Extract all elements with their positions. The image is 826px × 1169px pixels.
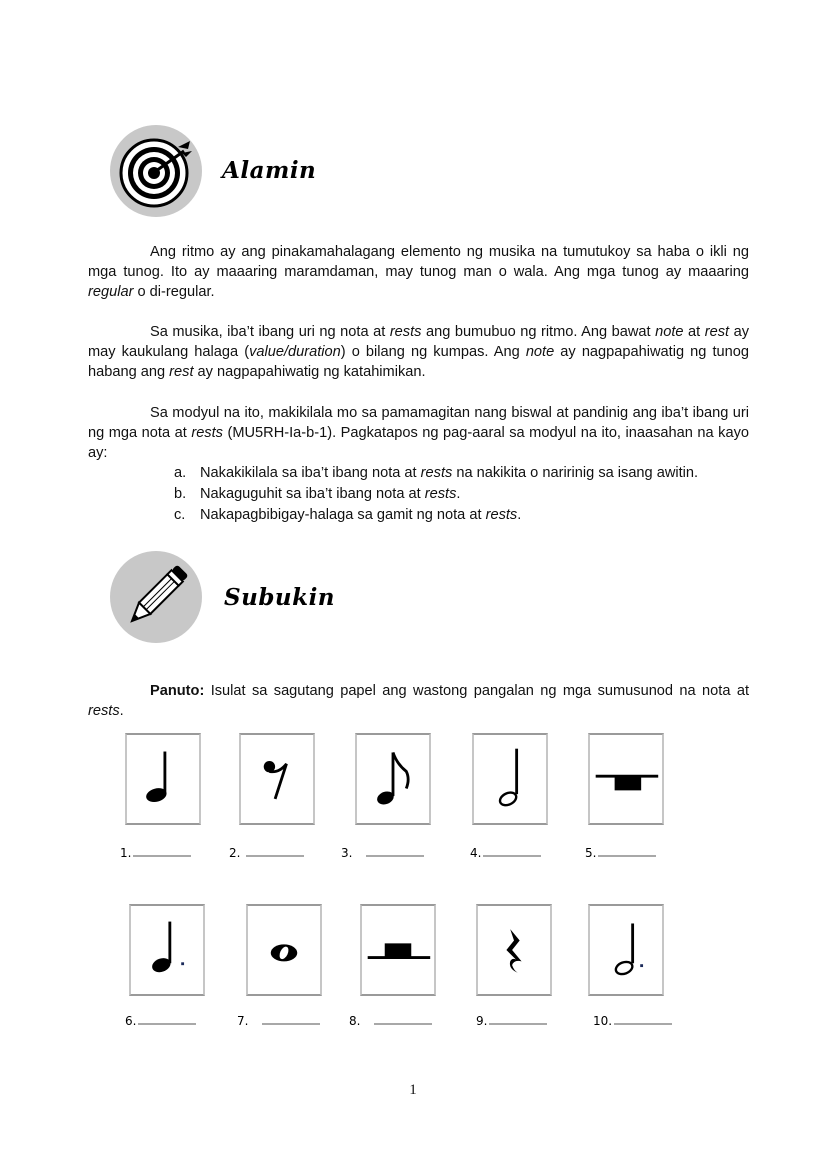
item-number: 6. (125, 1014, 137, 1028)
answer-blank-6[interactable] (125, 1014, 196, 1028)
answer-blank-3[interactable] (341, 846, 424, 860)
text: Sa musika, iba’t ibang uri ng nota at (150, 324, 390, 340)
half-rest-icon (362, 906, 434, 994)
answer-blank-5[interactable] (585, 846, 656, 860)
text: Sa modyul na ito, makikilala mo sa pamamagitan nang biswal at pandinig ang iba’t ibang uri ng mga nota at (88, 405, 749, 441)
dotted-quarter-note-icon (131, 906, 203, 994)
text: Ang ritmo ay ang pinakamahalagang elemento ng musika na tumutukoy sa haba o ikli ng mga tunog. Ito ay maaaring maramdaman, may tunog man o wala. Ang mga tunog ay maaaring (88, 244, 749, 280)
pencil-icon (110, 551, 202, 643)
paragraph-rhythm-definition (88, 242, 749, 302)
page-number: 1 (409, 1082, 417, 1098)
text: na nakikita o naririnig sa isang awitin. (452, 465, 699, 481)
emphasis: regular (88, 284, 134, 300)
eighth-note-icon (357, 735, 429, 823)
text: Nakaguguhit sa iba’t ibang nota at (200, 486, 425, 502)
section-title-alamin: Alamin (222, 157, 317, 184)
emphasis: rests (88, 703, 120, 719)
item-box-5 (588, 733, 664, 825)
item-number: 7. (237, 1014, 249, 1028)
emphasis: value/duration (249, 344, 341, 360)
item-box-7 (246, 904, 322, 996)
dotted-half-note-icon (590, 906, 662, 994)
item-number: 10. (593, 1014, 613, 1028)
eighth-rest-icon (241, 735, 313, 823)
item-box-6 (129, 904, 205, 996)
emphasis: rests (191, 425, 223, 441)
list-marker: c. (174, 507, 186, 523)
instructions-label: Panuto: (150, 683, 205, 699)
text: ay may kaukulang halaga ( (88, 324, 749, 360)
quarter-note-icon (127, 735, 199, 823)
item-box-10 (588, 904, 664, 996)
text: (MU5RH-Ia-b-1). Pagkatapos ng pag-aaral sa modyul na ito, inaasahan na kayo ay: (88, 425, 749, 461)
text: ang bumubuo ng ritmo. Ang bawat (421, 324, 656, 340)
text: . (517, 507, 522, 523)
item-box-3 (355, 733, 431, 825)
item-number: 3. (341, 846, 353, 860)
item-number: 1. (120, 846, 132, 860)
paragraph-notes-rests (88, 322, 749, 382)
list-marker: b. (174, 486, 187, 502)
whole-note-icon (248, 906, 320, 994)
item-box-4 (472, 733, 548, 825)
paragraph-module-objectives-intro (88, 403, 749, 463)
answer-blank-10[interactable] (593, 1014, 672, 1028)
item-number: 5. (585, 846, 597, 860)
text: at (683, 324, 705, 340)
list-item (174, 463, 698, 484)
list-item (174, 484, 698, 505)
answer-blank-4[interactable] (470, 846, 541, 860)
list-item (174, 505, 698, 526)
text: ) o bilang ng kumpas. Ang (340, 344, 526, 360)
emphasis: rests (420, 465, 453, 481)
answer-blank-7[interactable] (237, 1014, 320, 1028)
answer-blank-9[interactable] (476, 1014, 547, 1028)
quarter-rest-icon (478, 906, 550, 994)
instructions (88, 681, 749, 721)
item-box-9 (476, 904, 552, 996)
text: . (456, 486, 461, 502)
emphasis: rests (389, 324, 422, 340)
emphasis: note (655, 324, 684, 340)
emphasis: rest (704, 324, 730, 340)
text: Nakakikilala sa iba’t ibang nota at (200, 465, 421, 481)
text: Nakapagbibigay-halaga sa gamit ng nota at (200, 507, 486, 523)
emphasis: rests (485, 507, 518, 523)
text: o di-regular. (133, 284, 215, 300)
item-number: 2. (229, 846, 241, 860)
objectives-list (174, 463, 698, 526)
answer-blank-8[interactable] (349, 1014, 432, 1028)
text: ay nagpapahiwatig ng katahimikan. (193, 364, 426, 380)
text: Isulat sa sagutang papel ang wastong pangalan ng mga sumusunod na nota at (204, 683, 749, 699)
item-box-1 (125, 733, 201, 825)
section-title-subukin: Subukin (224, 584, 336, 611)
item-box-2 (239, 733, 315, 825)
text: . (119, 703, 124, 719)
target-icon (110, 125, 202, 217)
whole-rest-icon (590, 735, 662, 823)
emphasis: note (525, 344, 555, 360)
item-number: 8. (349, 1014, 361, 1028)
emphasis: rests (424, 486, 457, 502)
text: ay nagpapahiwatig ng tunog habang ang (88, 344, 749, 380)
item-number: 9. (476, 1014, 488, 1028)
emphasis: rest (169, 364, 194, 380)
answer-blank-2[interactable] (229, 846, 304, 860)
item-box-8 (360, 904, 436, 996)
answer-blank-1[interactable] (120, 846, 191, 860)
half-note-icon (474, 735, 546, 823)
list-marker: a. (174, 465, 187, 481)
item-number: 4. (470, 846, 482, 860)
